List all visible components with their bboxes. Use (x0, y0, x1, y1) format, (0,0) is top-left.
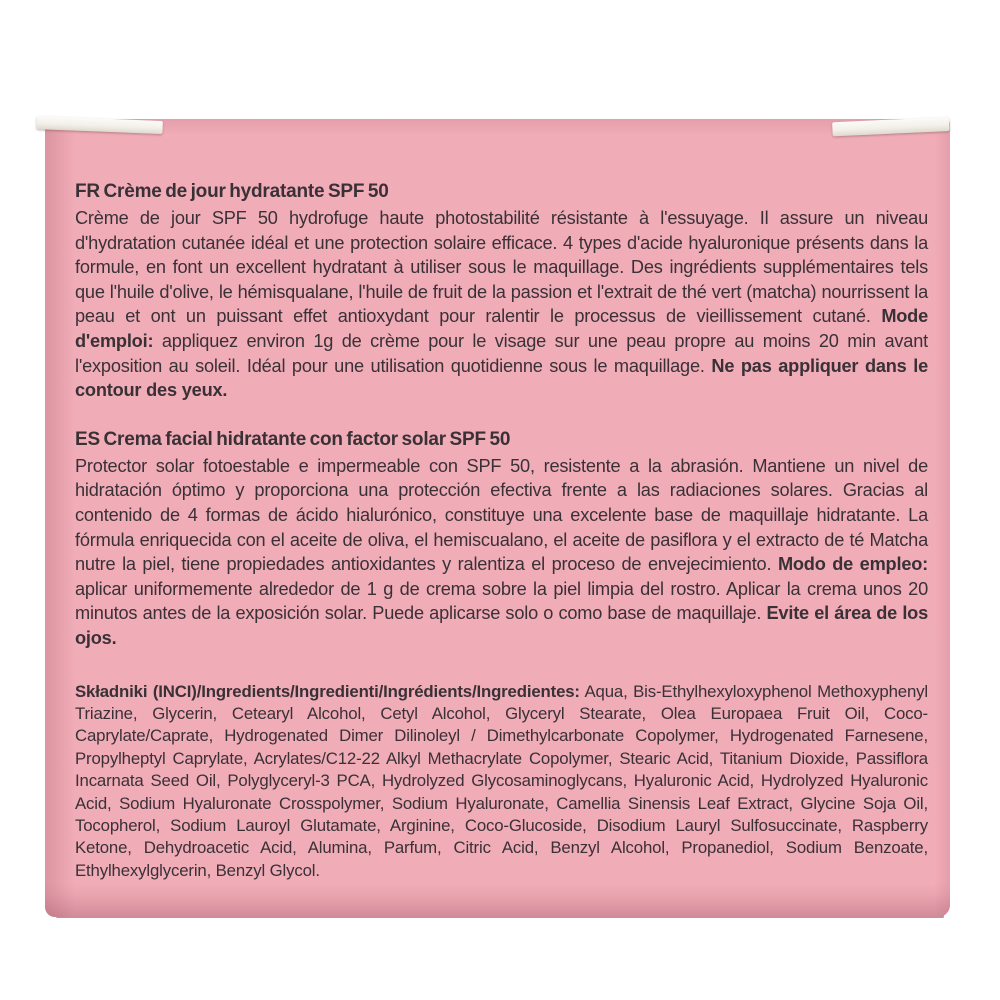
ingredients-paragraph: Składniki (INCI)/Ingredients/Ingredienti/Ingrédients/Ingredientes: Aqua, Bis-Ethylhexyloxyphenol Methoxyphenyl Triazine, Glycerin, Cetearyl Alcohol, Cetyl Alcohol, Glyceryl Stearate, Olea Europaea Fruit Oil, Coco-Caprylate/Caprate, Hydrogenated Dimer Dilinoleyl / Dimethylcarbonate Copolymer, Hydrogenated Farnesene, Propylheptyl Caprylate, Acrylates/C12-22 Alkyl Methacrylate Copolymer, Stearic Acid, Titanium Dioxide, Passiflora Incarnata Seed Oil, Polyglyceryl-3 PCA, Hydrolyzed Glycosaminoglycans, Hyaluronic Acid, Hydrolyzed Hyaluronic Acid, Sodium Hyaluronate Crosspolymer, Sodium Hyaluronate, Camellia Sinensis Leaf Extract, Glycine Soja Oil, Tocopherol, Sodium Lauroyl Glutamate, Arginine, Coco-Glucoside, Disodium Lauryl Sulfosuccinate, Raspberry Ketone, Dehydroacetic Acid, Alumina, Parfum, Citric Acid, Benzyl Alcohol, Propanediol, Sodium Benzoate, Ethylhexylglycerin, Benzyl Glycol. (75, 681, 928, 880)
product-box-back-panel (45, 119, 950, 917)
fr-heading: FR Crème de jour hydratante SPF 50 (75, 181, 389, 202)
fr-section (75, 180, 928, 403)
ingredients-section (75, 681, 928, 883)
es-heading: ES Crema facial hidratante con factor solar SPF 50 (75, 428, 511, 450)
es-section (75, 428, 928, 651)
fr-description: Crème de jour SPF 50 hydrofuge haute photostabilité résistante à l'essuyage. Il assure un niveau d'hydratation cutanée idéal et une protection solaire efficace. 4 types d'acide hyaluronique présents dans la formule, en font un excellent hydratant à utiliser sous le maquillage. Des ingrédients supplémentaires tels que l'huile d'olive, le hémisqualane, l'huile de fruit de la passion et l'extrait de thé vert (matcha) nourrissent la peau et ont un puissant effet antioxydant pour ralentir le processus de vieillissement cutané. Mode d'emploi: appliquez environ 1g de crème pour le visage sur une peau propre au moins 20 min avant l'exposition au soleil. Idéal pour une utilisation quotidienne sous le maquillage. Ne pas appliquer dans le contour des yeux. (75, 208, 928, 401)
es-description: Protector solar fotoestable e impermeable con SPF 50, resistente a la abrasión. Mantiene un nivel de hidratación óptimo y proporciona una protección efectiva frente a las radiaciones solares. Gracias al contenido de 4 formas de ácido hialurónico, constituye una excelente base de maquillaje hidratante. La fórmula enriquecida con el aceite de oliva, el hemiscualano, el aceite de pasiflora y el extracto de té Matcha nutre la piel, tiene propiedades antioxidantes y ralentiza el proceso de envejecimiento. Modo de empleo: aplicar uniformemente alrededor de 1 g de crema sobre la piel limpia del rostro. Aplicar la crema unos 20 minutos antes de la exposición solar. Puede aplicarse solo o como base de maquillaje. Evite el área de los ojos. (75, 455, 929, 648)
label-text-block (75, 180, 928, 882)
